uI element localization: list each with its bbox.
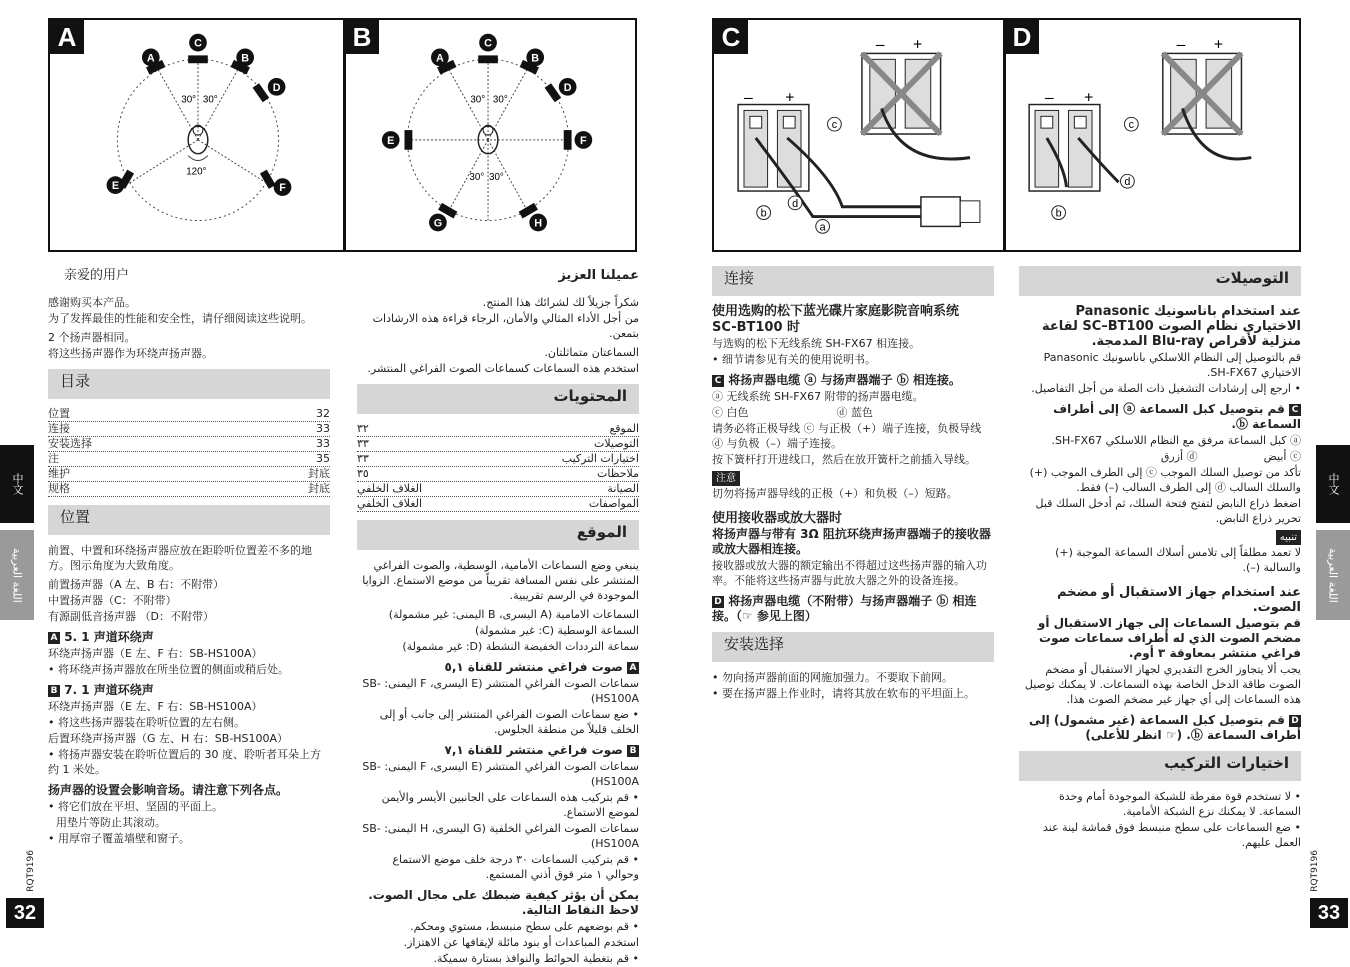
page-number-right: 33 — [1310, 898, 1348, 928]
section-header-toc-ar: المحتويات — [357, 384, 639, 414]
svg-text:–: – — [1044, 89, 1054, 107]
figure-a — [48, 18, 346, 252]
figure-label: B — [345, 20, 379, 54]
section-header-connection: 连接 — [712, 266, 994, 296]
svg-text:+: + — [1084, 89, 1094, 107]
svg-text:D: D — [272, 81, 281, 94]
svg-text:E: E — [111, 180, 120, 193]
svg-text:+: + — [1213, 36, 1224, 54]
svg-text:A: A — [435, 52, 444, 65]
figure-label: D — [1005, 20, 1039, 54]
figure-a-diagram — [50, 20, 344, 250]
toc-row[interactable]: 注 35 — [48, 452, 330, 465]
svg-text:d: d — [792, 197, 799, 210]
svg-text:–: – — [744, 89, 753, 107]
angle-label: 30° — [181, 94, 197, 106]
figure-d — [1003, 18, 1301, 252]
figure-b-diagram — [345, 20, 635, 250]
toc-row[interactable]: المواصفات الغلاف الخلفي — [357, 497, 639, 510]
svg-text:+: + — [785, 89, 795, 107]
svg-text:F: F — [279, 182, 286, 195]
toc-row[interactable]: الموقع ٣٢ — [357, 422, 639, 435]
svg-text:C: C — [194, 37, 202, 50]
toc-row[interactable]: 安装选择 33 — [48, 437, 330, 450]
angle-label: 30° — [202, 94, 218, 106]
section-header-install-ar: اختيارات التركيب — [1019, 751, 1301, 781]
svg-text:+: + — [913, 36, 923, 54]
svg-text:d: d — [1124, 176, 1131, 189]
svg-text:–: – — [1176, 36, 1186, 54]
toc-row[interactable]: 规格 封底 — [48, 482, 330, 495]
toc-row[interactable]: 维护 封底 — [48, 467, 330, 480]
ar-column-right: التوصيلات عند استخدام باناسونيك Panasonic الاختياري نظام الصوت SC–BT100 لقاعة منزلية لأقراص Blu-ray المدمجة. قم بالتوصيل إلى النظام اللاسلكي باناسونيك Panasonic الاختياري SH-FX67. • ارجع إلى إرشادات التشغيل ذات الصلة من أجل التفاصيل. C قم بتوصيل كبل السماعة ⓐ إلى أطراف السماعة ⓑ. ⓐ كبل السماعة مرفق مع النظام اللاسلكي SH-FX67. ⓒ أبيض ⓓ أزرق تأكد من توصيل السلك الموجب ⓒ إلى الطرف الموجب (+) والسلك السالب ⓓ إلى الطرف السالب (–) فقط. اضغط ذراع النابض لتفتح فتحة السلك، ثم أدخل السلك قبل تحرير ذراع النابض. تنبيه لا تعمد مطلقاً إلى تلامس أسلاك السماعة الموجبة (+) والسالبة (–). عند استخدام جهاز الاستقبال أو مضخم الصوت. قم بتوصيل السماعات إلى جهاز الاستقبال أو مضخم الصوت الذي له أطراف سماعات صوت فراغي منتشر بمعاوقة ٣ أوم. يجب ألا يتجاوز الخرج التقديري لجهاز الاستقبال أو مضخم الصوت طاقة الدخل الخاصة بهذه السماعات. لا يمكنك توصيل هذه السماعات إلى أي جهاز غير مضخم الصوت هذا. D قم بتوصيل كبل السماعة (غير مشمول) إلى أطراف السماعة ⓑ. (☞ انظر للأعلى) اختيارات التركيب • لا تستخدم قوة مفرطة للشبكة الموجودة أمام وحدة السماعة. لا يمكنك نزع الشبكة الأمامية. • ضع السماعات على سطح منبسط فوق قماشة لينة عند العمل عليهم. — [1019, 258, 1301, 851]
figure-label: A — [50, 20, 84, 54]
svg-text:H: H — [534, 217, 543, 230]
tab-chinese-left[interactable]: 中文 — [0, 445, 34, 523]
svg-text:30°: 30° — [489, 172, 504, 184]
svg-text:a: a — [819, 221, 826, 234]
doc-code-right: RQT9196 — [1310, 850, 1320, 892]
toc-list-ar — [357, 422, 639, 512]
angle-label: 120° — [186, 166, 207, 178]
figure-b — [343, 18, 637, 252]
toc-row[interactable]: 连接 33 — [48, 422, 330, 435]
zh-column-right: 连接 使用选购的松下蓝光碟片家庭影院音响系统 SC-BT100 时 与选购的松下无线系统 SH-FX67 相连接。 • 细节请参见有关的使用说明书。 C 将扬声器电缆 ⓐ 与扬声器端子 ⓑ 相连接。 ⓐ 无线系统 SH-FX67 附带的扬声器电缆。 ⓒ 白色 ⓓ 蓝色 请务必将正极导线 ⓒ 与正极（+）端子连接，负极导线 ⓓ 与负极（–）端子连接。 按下簧杆打开进线口，然后在放开簧杆之前插入导线。 注意 切勿将扬声器导线的正极（+）和负极（–）短路。 使用接收器或放大器时 将扬声器与带有 3Ω 阻抗环绕声扬声器端子的接收器或放大器相连接。 接收器或放大器的额定输出不得超过这些扬声器的输入功率。不能将这些扬声器与此放大器之外的设备连接。 D 将扬声器电缆（不附带）与扬声器端子 ⓑ 相连接。（☞ 参见上图） 安装选择 • 勿向扬声器前面的网施加强力。不要取下前网。 • 要在扬声器上作业时，请将其放在软布的平坦面上。 — [712, 258, 994, 702]
svg-text:30°: 30° — [469, 172, 485, 184]
svg-text:E: E — [387, 134, 395, 147]
svg-text:c: c — [831, 119, 838, 132]
tab-arabic-right[interactable]: اللغة العربية — [1316, 530, 1350, 620]
section-header-connection-ar: التوصيلات — [1019, 266, 1301, 296]
toc-list — [48, 407, 330, 497]
svg-text:–: – — [875, 36, 885, 54]
svg-text:F: F — [580, 134, 587, 147]
section-header-position: 位置 — [48, 505, 330, 535]
tab-chinese-right[interactable]: 中文 — [1316, 445, 1350, 523]
section-header-install: 安装选择 — [712, 632, 994, 662]
figure-label: C — [714, 20, 748, 54]
svg-text:b: b — [760, 207, 767, 220]
greeting-ar: عميلنا العزيز — [558, 268, 639, 283]
section-header-position-ar: الموقع — [357, 520, 639, 550]
svg-text:30°: 30° — [470, 94, 486, 106]
figure-c-diagram — [714, 20, 1004, 250]
svg-text:D: D — [563, 81, 572, 94]
zh-column-left: 亲爱的用户 感谢购买本产品。 为了发挥最佳的性能和安全性，请仔细阅读这些说明。 2 个扬声器相同。 将这些扬声器作为环绕声扬声器。 目录 位置 32 连接 33 安装选择 33 注 35 维护 封底 规格 封底 位置 前置、中置和环绕扬声器应放在距聆听位置差不多的地方。图示角度为大致角度。 前置扬声器（A 左、B 右：不附带） 中置扬声器（C：不附带） 有源副低音扬声器 （D：不附带） A 5. 1 声道环绕声 环绕声扬声器（E 左、F 右：SB-HS100A） • 将环绕声扬声器放在所坐位置的侧面或稍后处。 B 7. 1 声道环绕声 环绕声扬声器（E 左、F 右：SB-HS100A） • 将这些扬声器装在聆听位置的左右侧。 后置环绕声扬声器（G 左、H 右：SB-HS100A） • 将扬声器安装在聆听位置后的 30 度、聆听者耳朵上方约 1 米处。 扬声器的设置会影响音场。请注意下列各点。 • 将它们放在平坦、坚固的平面上。 用垫片等防止其滚动。 • 用厚帘子覆盖墙壁和窗子。 — [48, 260, 330, 847]
toc-row[interactable]: الصيانة الغلاف الخلفي — [357, 482, 639, 495]
svg-text:30°: 30° — [492, 94, 508, 106]
greeting: 亲爱的用户 — [64, 268, 130, 283]
note-badge-ar: تنبيه — [1276, 530, 1301, 545]
figure-c — [712, 18, 1006, 252]
svg-text:c: c — [1128, 119, 1135, 132]
toc-row[interactable]: اختيارات التركيب ٣٣ — [357, 452, 639, 465]
toc-row[interactable]: ملاحظات ٣٥ — [357, 467, 639, 480]
svg-text:b: b — [1055, 207, 1062, 220]
figure-d-diagram — [1005, 20, 1299, 250]
doc-code-left: RQT9196 — [26, 850, 36, 892]
page-number-left: 32 — [6, 898, 44, 928]
svg-text:C: C — [484, 37, 492, 50]
toc-row[interactable]: 位置 32 — [48, 407, 330, 420]
ar-column-left: عميلنا العزيز شكراً جزيلاً لك لشرائك هذا المنتج. من أجل الأداء المثالي والأمان، الرجاء قراءة هذه الارشادات بتمعن. السماعتان متماثلتان. استخدم هذه السماعات كسماعات الصوت الفراغي المنتشر. المحتويات الموقع ٣٢ التوصيلات ٣٣ اختيارات التركيب ٣٣ ملاحظات ٣٥ الصيانة الغلاف الخلفي المواصفات الغلاف الخلفي الموقع ينبغي وضع السماعات الأمامية، الوسطية، والصوت الفراغي المنتشر على نفس المسافة تقريباً من موضع الاستماع. الزوايا الموجودة في الرسم تقريبية. السماعات الامامية (A اليسرى، B اليمنى: غير مشمولة) السماعة الوسطية (C: غير مشمولة) سماعة الترددات الخفيضة النشطة (D: غير مشمولة) A صوت فراغي منتشر للقناة ٥,١ سماعات الصوت الفراغي المنتشر (E اليسرى، F اليمنى: SB-HS100A) • ضع سماعات الصوت الفراغي المنتشر إلى جانب أو إلى الخلف قليلاً من منطقة الجلوس. B صوت فراغي منتشر للقناة ٧,١ سماعات الصوت الفراغي المنتشر (E اليسرى، F اليمنى: SB-HS100A) • قم بتركيب هذه السماعات على الجانبين الأيسر والأيمن لموضع الاستماع. سماعات الصوت الفراغي الخلفية (G اليسرى، H اليمنى: SB-HS100A) • قم بتركيب السماعات ٣٠ درجة خلف موضع الاستماع وحوالي ١ متر فوق أذني المستمع. يمكن أن يؤثر كيفية ضبطك على مجال الصوت. لاحظ النقاط التالية. • قم بوضعهم على سطح منبسط، مستوي ومحكم. استخدم المباعدات أو بنود مائلة لإيقافها عن الاهتزاز. • قم بتغطية الحوائط والنوافذ بستارة سميكة. — [357, 260, 639, 967]
svg-text:A: A — [146, 52, 155, 65]
svg-text:B: B — [531, 52, 540, 65]
note-badge: 注意 — [712, 471, 740, 486]
svg-text:B: B — [241, 52, 250, 65]
svg-text:G: G — [433, 217, 443, 230]
toc-row[interactable]: التوصيلات ٣٣ — [357, 437, 639, 450]
section-header-toc: 目录 — [48, 369, 330, 399]
tab-arabic-left[interactable]: اللغة العربية — [0, 530, 34, 620]
